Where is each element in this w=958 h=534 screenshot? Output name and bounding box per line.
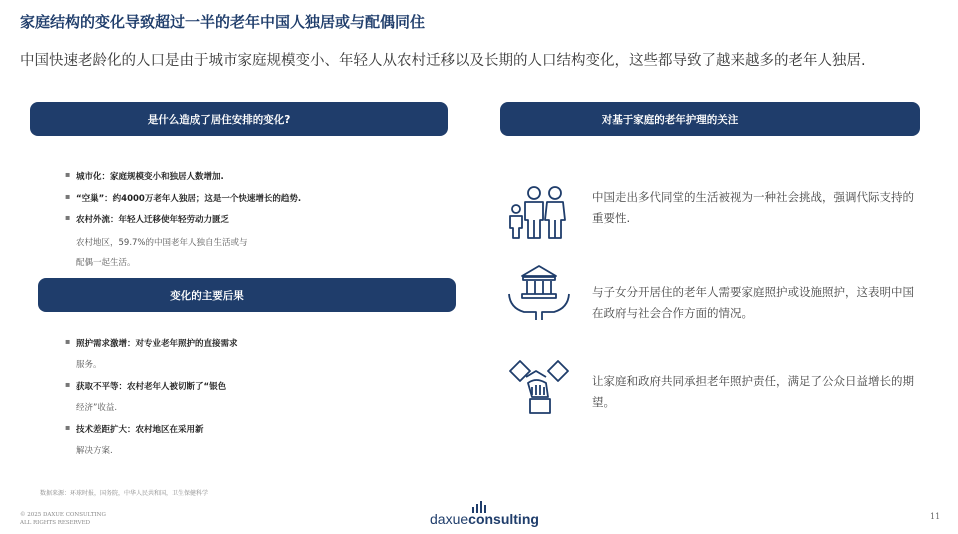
handshake-icon: [506, 357, 572, 417]
list-item: [65, 170, 224, 182]
family-care-header-label: 对基于家庭的老年护理的关注: [601, 113, 739, 126]
logo-word-consulting: consulting: [468, 511, 539, 527]
family-care-item-1: 中国走出多代同堂的生活被视为一种社会挑战，强调代际支持的重要性.: [592, 190, 914, 225]
family-icon: [504, 183, 570, 243]
family-care-item-2: 与子女分开居住的老年人需要家庭照护或设施照护，这表明中国在政府与社会合作方面的情况。: [592, 285, 914, 320]
rural-note-line2: 配偶一起生活。: [76, 258, 136, 268]
list-item: [65, 380, 227, 392]
list-item-text: 获取不平等：农村老年人被切断了“银色: [76, 382, 227, 392]
list-item: [65, 192, 302, 204]
list-item-continuation: 解决方案.: [76, 446, 113, 456]
bullet-icon: ▪: [65, 213, 71, 222]
list-item-continuation: 服务。: [76, 360, 102, 370]
bullet-icon: ▪: [65, 192, 71, 201]
list-item: [65, 337, 238, 349]
causes-header-label: 是什么造成了居住安排的变化?: [147, 113, 291, 126]
rural-note-line1: 农村地区，59.7%的中国老年人独自生活或与: [76, 238, 248, 248]
family-care-item-3: 让家庭和政府共同承担老年照护责任，满足了公众日益增长的期望。: [592, 374, 914, 409]
bullet-icon: ▪: [65, 337, 71, 346]
copyright: © 2025 DAXUE CONSULTING: [20, 512, 106, 518]
logo-word-daxue: daxue: [430, 511, 469, 527]
bullet-icon: ▪: [65, 170, 71, 179]
consequences-header-label: 变化的主要后果: [170, 289, 244, 302]
list-item: [65, 213, 230, 225]
copyright-rights: ALL RIGHTS RESERVED: [20, 520, 90, 526]
list-item: [65, 423, 204, 435]
list-item-text: 城市化：家庭规模变小和独居人数增加.: [76, 172, 224, 182]
list-item-text: “空巢”：约4000万老年人独居；这是一个快速增长的趋势.: [76, 194, 302, 204]
consequences-header: [38, 278, 456, 312]
page-subtitle: 中国快速老龄化的人口是由于城市家庭规模变小、年轻人从农村迁移以及长期的人口结构变化，这些都导致了越来越多的老年人独居.: [20, 53, 866, 69]
company-logo: [430, 511, 539, 527]
page-title: 家庭结构的变化导致超过一半的老年中国人独居或与配偶同住: [20, 13, 426, 31]
government-hands-icon: [506, 262, 572, 322]
list-item-text: 技术差距扩大：农村地区在采用新: [76, 425, 204, 435]
bullet-icon: ▪: [65, 423, 71, 432]
list-item-continuation: 经济”收益.: [76, 403, 118, 413]
page-number: 11: [930, 512, 941, 521]
source-note: 数据来源：环球时报，国务院，中华人民共和国，卫生保健科学: [40, 490, 209, 497]
list-item-text: 农村外流：年轻人迁移使年轻劳动力匮乏: [76, 215, 230, 225]
list-item-text: 照护需求激增：对专业老年照护的直接需求: [76, 339, 238, 349]
bullet-icon: ▪: [65, 380, 71, 389]
family-care-header: [500, 102, 920, 136]
causes-header: [30, 102, 448, 136]
